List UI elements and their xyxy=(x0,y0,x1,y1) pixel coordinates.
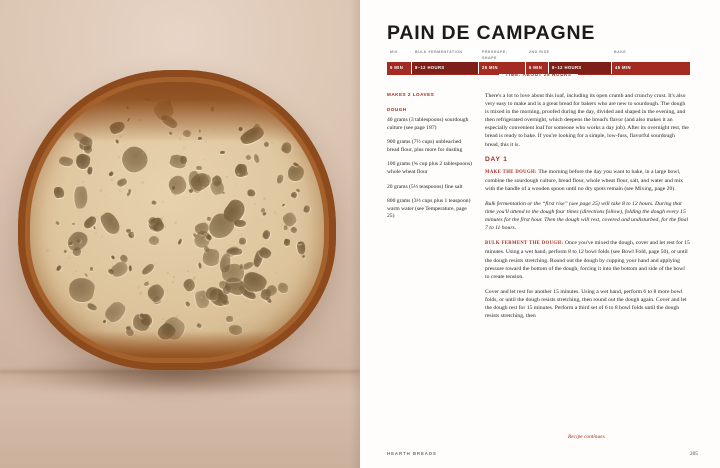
step-text-bulk-ferment: Once you've mixed the dough, cover and let rest for 15 minutes. Using a wet hand, perform 8 to 12 bowl folds (see Bowl Fold, page 50), or until the dough resists stretching. Round out the dough by cupping your hand and applying pressure toward the bottom of the dough, forcing it into the bottom and side of the bowl to create tension. xyxy=(485,240,690,280)
timing-value-bake: 45 MIN xyxy=(612,62,690,74)
chapter-label: HEARTH BREADS xyxy=(387,451,437,456)
total-time-label: TIME: ABOUT 25 HOURS xyxy=(505,72,572,77)
step-bowl-folds-continued: Cover and let rest for another 15 minutes. Using a wet hand, perform 6 to 8 more bowl folds, or until the dough resists stretching, then round out the dough again. Cover and let the dough rest for 15 minutes. Perform a third set of 6 to 8 bowl folds until the dough resists stretching, then xyxy=(485,288,687,320)
timing-header-bulk-fermentation: BULK FERMENTATION xyxy=(412,48,478,56)
recipe-columns xyxy=(387,92,690,327)
timing-value-bulk-fermentation: 8–12 HOURS xyxy=(412,62,478,74)
ingredient-item: 100 grams (¾ cup plus 2 tablespoons) whole wheat flour xyxy=(387,161,472,175)
step-label-bulk-ferment: BULK FERMENT THE DOUGH: xyxy=(485,241,564,247)
makes-label: MAKES 2 LOAVES xyxy=(387,92,435,97)
page-footer xyxy=(387,451,698,457)
total-time-rule-right xyxy=(578,74,690,75)
loaf-crust-ring xyxy=(18,70,336,370)
recipe-continues-note: Recipe continues xyxy=(568,434,605,440)
day-heading: DAY 1 xyxy=(485,155,508,163)
step-bulk-ferment xyxy=(485,239,690,280)
total-time-rule-left xyxy=(387,74,499,75)
timing-value-shape: 5 MIN xyxy=(526,62,548,74)
page-title: PAIN DE CAMPAGNE xyxy=(387,22,596,44)
intro-paragraph: There's a lot to love about this loaf, including its open crumb and crunchy crust. It's also very easy to make and is a great bread for bakers who are new to sourdough. The dough is mixed in the morning, proofed during the day, divided and shaped in the evening, and then refrigerated overnight, which deepens the bread's flavor (and also makes it an especially convenient loaf for someone who works a day job). After its overnight rest, the bread is ready to bake. If you're looking for a simple, low-fuss, flavorful sourdough bread, this it is. xyxy=(485,93,689,148)
dough-heading: DOUGH xyxy=(387,107,407,112)
bulk-fermentation-note: Bulk fermentation or the “first rise” (see page 25) will take 8 to 12 hours. During that time you'll attend to the dough four times (directions follow), folding the dough every 15 minutes for the first hour. Then the dough will rest, covered and undisturbed, for the final 7 to 11 hours. xyxy=(485,200,689,232)
method-column xyxy=(485,92,690,327)
timing-header-second-rise: 2ND RISE xyxy=(526,48,610,56)
ingredient-item: 800 grams (3⅓ cups plus 1 teaspoon) warm water (see Temperature, page 25) xyxy=(387,198,471,220)
timing-header-mix: MIX xyxy=(387,48,411,56)
ingredients-column xyxy=(387,92,473,327)
timing-value-mix: 5 MIN xyxy=(387,62,411,74)
timing-value-second-rise: 8–12 HOURS xyxy=(549,62,611,74)
ingredient-item: 20 grams (5⅓ teaspoons) fine salt xyxy=(387,183,463,190)
step-make-the-dough xyxy=(485,168,690,193)
timing-header-preshape-shape: PRESHAPE, SHAPE xyxy=(479,48,525,62)
step-text-make-the-dough: The morning before the day you want to bake, in a large bowl, combine the sourdough culture, bread flour, whole wheat flour, salt, and water and mix with the handle of a wooden spoon until no dry spots remain (see Mixing, page 20). xyxy=(485,168,684,192)
recipe-page xyxy=(360,0,720,468)
timing-table xyxy=(387,48,690,74)
ingredient-item: 40 grams (3 tablespoons) sourdough culture (see page 187) xyxy=(387,117,469,131)
timing-value-preshape-shape: 25 MIN xyxy=(479,62,525,74)
step-label-make-the-dough: MAKE THE DOUGH: xyxy=(485,169,538,175)
page-number: 205 xyxy=(689,451,698,457)
page-gutter xyxy=(350,0,360,468)
timing-headers xyxy=(387,48,690,62)
timing-header-bake: BAKE xyxy=(611,48,690,56)
sourdough-loaf-cross-section xyxy=(18,70,336,370)
ingredient-item: 900 grams (7½ cups) unbleached bread flour, plus more for dusting xyxy=(387,139,463,153)
total-time-row xyxy=(387,72,690,77)
